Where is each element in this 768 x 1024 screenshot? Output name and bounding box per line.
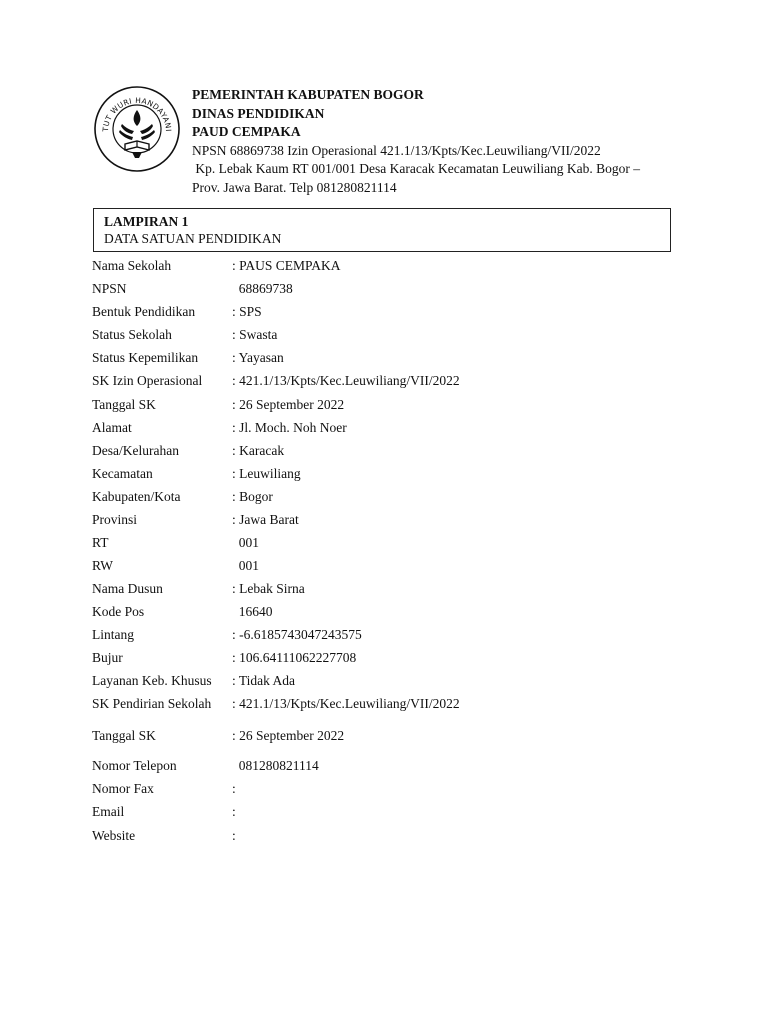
row-value: : 421.1/13/Kpts/Kec.Leuwiliang/VII/2022 xyxy=(232,696,460,711)
row-value: : 106.64111062227708 xyxy=(232,650,357,665)
row-label: SK Izin Operasional xyxy=(92,373,203,388)
department-name: DINAS PENDIDIKAN xyxy=(192,105,325,121)
row-label: Kecamatan xyxy=(92,466,153,481)
row-label: Bentuk Pendidikan xyxy=(92,304,196,319)
row-value: : xyxy=(232,828,236,843)
row-value: : Jl. Moch. Noh Noer xyxy=(232,420,347,435)
row-label: Tanggal SK xyxy=(92,728,156,743)
row-label: Bujur xyxy=(92,650,123,665)
row-label: Nomor Fax xyxy=(92,781,154,796)
row-label: RW xyxy=(92,558,114,573)
row-label: Lintang xyxy=(92,627,134,642)
svg-text:TUT WURI HANDAYANI: TUT WURI HANDAYANI xyxy=(100,95,174,133)
row-value: 081280821114 xyxy=(232,758,319,773)
row-value: : 26 September 2022 xyxy=(232,397,345,412)
row-label: SK Pendirian Sekolah xyxy=(92,696,212,711)
row-label: Nama Dusun xyxy=(92,581,163,596)
row-label: NPSN xyxy=(92,281,127,296)
row-value: : Bogor xyxy=(232,489,273,504)
row-label: Status Kepemilikan xyxy=(92,350,199,365)
row-value: : Tidak Ada xyxy=(232,673,296,688)
row-value: : xyxy=(232,804,236,819)
row-label: Email xyxy=(92,804,125,819)
address-phone-line: Prov. Jawa Barat. Telp 081280821114 xyxy=(192,179,397,195)
attachment-title: LAMPIRAN 1 xyxy=(104,214,189,229)
row-label: Desa/Kelurahan xyxy=(92,443,179,458)
school-name: PAUD CEMPAKA xyxy=(192,124,301,139)
row-value: : 421.1/13/Kpts/Kec.Leuwiliang/VII/2022 xyxy=(232,373,460,388)
row-label: Nama Sekolah xyxy=(92,258,172,273)
row-label: Website xyxy=(92,828,136,843)
row-value: 68869738 xyxy=(232,281,293,296)
row-value: : Karacak xyxy=(232,443,285,458)
row-value: : Jawa Barat xyxy=(232,512,299,527)
row-value: 16640 xyxy=(232,604,273,619)
row-value: : Yayasan xyxy=(232,350,284,365)
row-label: Status Sekolah xyxy=(92,327,172,342)
row-label: Layanan Keb. Khusus xyxy=(92,673,212,688)
row-label: RT xyxy=(92,535,109,550)
row-value: : SPS xyxy=(232,304,262,319)
row-value: : Lebak Sirna xyxy=(232,581,305,596)
npsn-permit-line: NPSN 68869738 Izin Operasional 421.1/13/Kpts/Kec.Leuwiliang/VII/2022 xyxy=(192,142,601,158)
row-label: Kode Pos xyxy=(92,604,145,619)
attachment-subtitle: DATA SATUAN PENDIDIKAN xyxy=(104,231,282,246)
row-value: : 26 September 2022 xyxy=(232,728,345,743)
row-value: : Leuwiliang xyxy=(232,466,301,481)
row-label: Tanggal SK xyxy=(92,397,156,412)
row-value: : PAUS CEMPAKA xyxy=(232,258,341,273)
row-label: Provinsi xyxy=(92,512,138,527)
row-label: Kabupaten/Kota xyxy=(92,489,181,504)
attachment-title-box xyxy=(93,208,671,252)
row-value: : -6.6185743047243575 xyxy=(232,627,362,642)
letterhead xyxy=(192,86,640,197)
row-value: 001 xyxy=(232,558,259,573)
row-label: Nomor Telepon xyxy=(92,758,177,773)
tut-wuri-handayani-logo xyxy=(92,84,182,174)
row-label: Alamat xyxy=(92,420,132,435)
address-line: Kp. Lebak Kaum RT 001/001 Desa Karacak Kecamatan Leuwiliang Kab. Bogor – xyxy=(192,161,641,176)
row-value: : Swasta xyxy=(232,327,278,342)
emblem-icon xyxy=(92,84,182,174)
row-value: : xyxy=(232,781,236,796)
row-value: 001 xyxy=(232,535,259,550)
government-name: PEMERINTAH KABUPATEN BOGOR xyxy=(192,87,424,102)
